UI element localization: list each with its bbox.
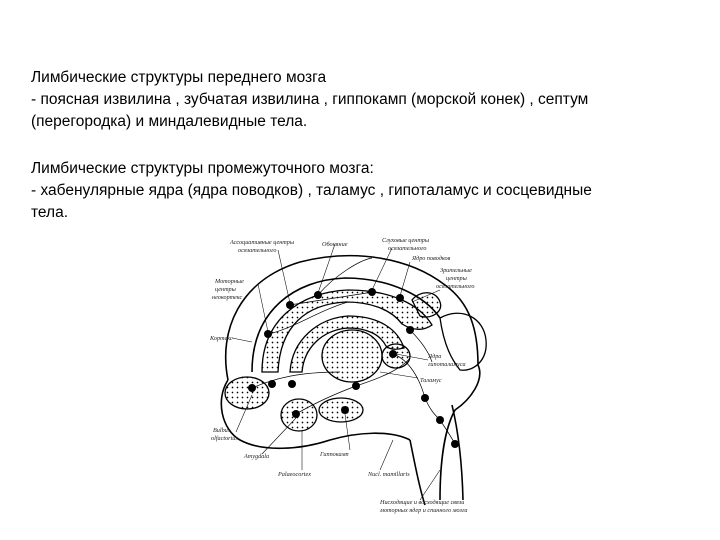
label-habenula: Ядро поводков — [412, 255, 451, 262]
label-motor-1: Моторные — [215, 278, 244, 285]
label-visual-3: осязательного — [436, 283, 475, 290]
label-hippocampus: Гиппокамп — [320, 451, 349, 458]
label-descending-1: Нисходящие и восходящие связи — [380, 499, 465, 506]
label-smell-top: Обоняние — [322, 241, 348, 248]
label-hearing-2: осязательного — [388, 245, 427, 252]
label-mamillary: Nucl. mamillaris — [368, 471, 410, 478]
label-bulbus-1: Bulbus — [213, 427, 231, 434]
label-amygdala: Amygdala — [244, 453, 270, 460]
label-visual-1: Зрительные — [440, 267, 472, 274]
label-hearing-1: Слуховые центры — [382, 237, 430, 244]
forebrain-line-1: - поясная извилина , зубчатая извилина , гиппокамп (морской конек) , септум — [31, 91, 589, 108]
olfactory-bulb-region — [225, 377, 269, 409]
label-bulbus-2: olfactorius — [211, 435, 238, 442]
label-paleocortex: Palaeocortex — [278, 471, 311, 478]
label-motor-2: центры — [215, 286, 236, 293]
label-cortex: Кортекс — [210, 335, 233, 342]
label-assoc-2: осязательного — [238, 247, 277, 254]
label-assoc-1: Ассоциативные центры — [230, 239, 295, 246]
label-thalamus: Таламус — [420, 377, 442, 384]
label-hypothalamus-1: Ядра — [428, 353, 442, 360]
thalamus-region — [322, 330, 382, 382]
forebrain-heading: Лимбические структуры переднего мозга — [31, 69, 327, 86]
forebrain-structures-text — [31, 67, 701, 133]
limbic-system-diagram — [198, 228, 500, 524]
diencephalon-structures-text — [31, 158, 701, 224]
label-visual-2: центры — [446, 275, 467, 282]
diencephalon-line-2: тела. — [31, 204, 69, 221]
label-descending-2: моторных ядер и спинного мозга — [380, 507, 468, 514]
label-hypothalamus-2: гипоталамуса — [428, 361, 466, 368]
diencephalon-line-1: - хабенулярные ядра (ядра поводков) , таламус , гипоталамус и сосцевидные — [31, 182, 592, 199]
label-motor-3: неокортекс — [212, 294, 243, 301]
forebrain-line-2: (перегородка) и миндалевидные тела. — [31, 113, 308, 130]
diencephalon-heading: Лимбические структуры промежуточного мозга: — [31, 160, 374, 177]
